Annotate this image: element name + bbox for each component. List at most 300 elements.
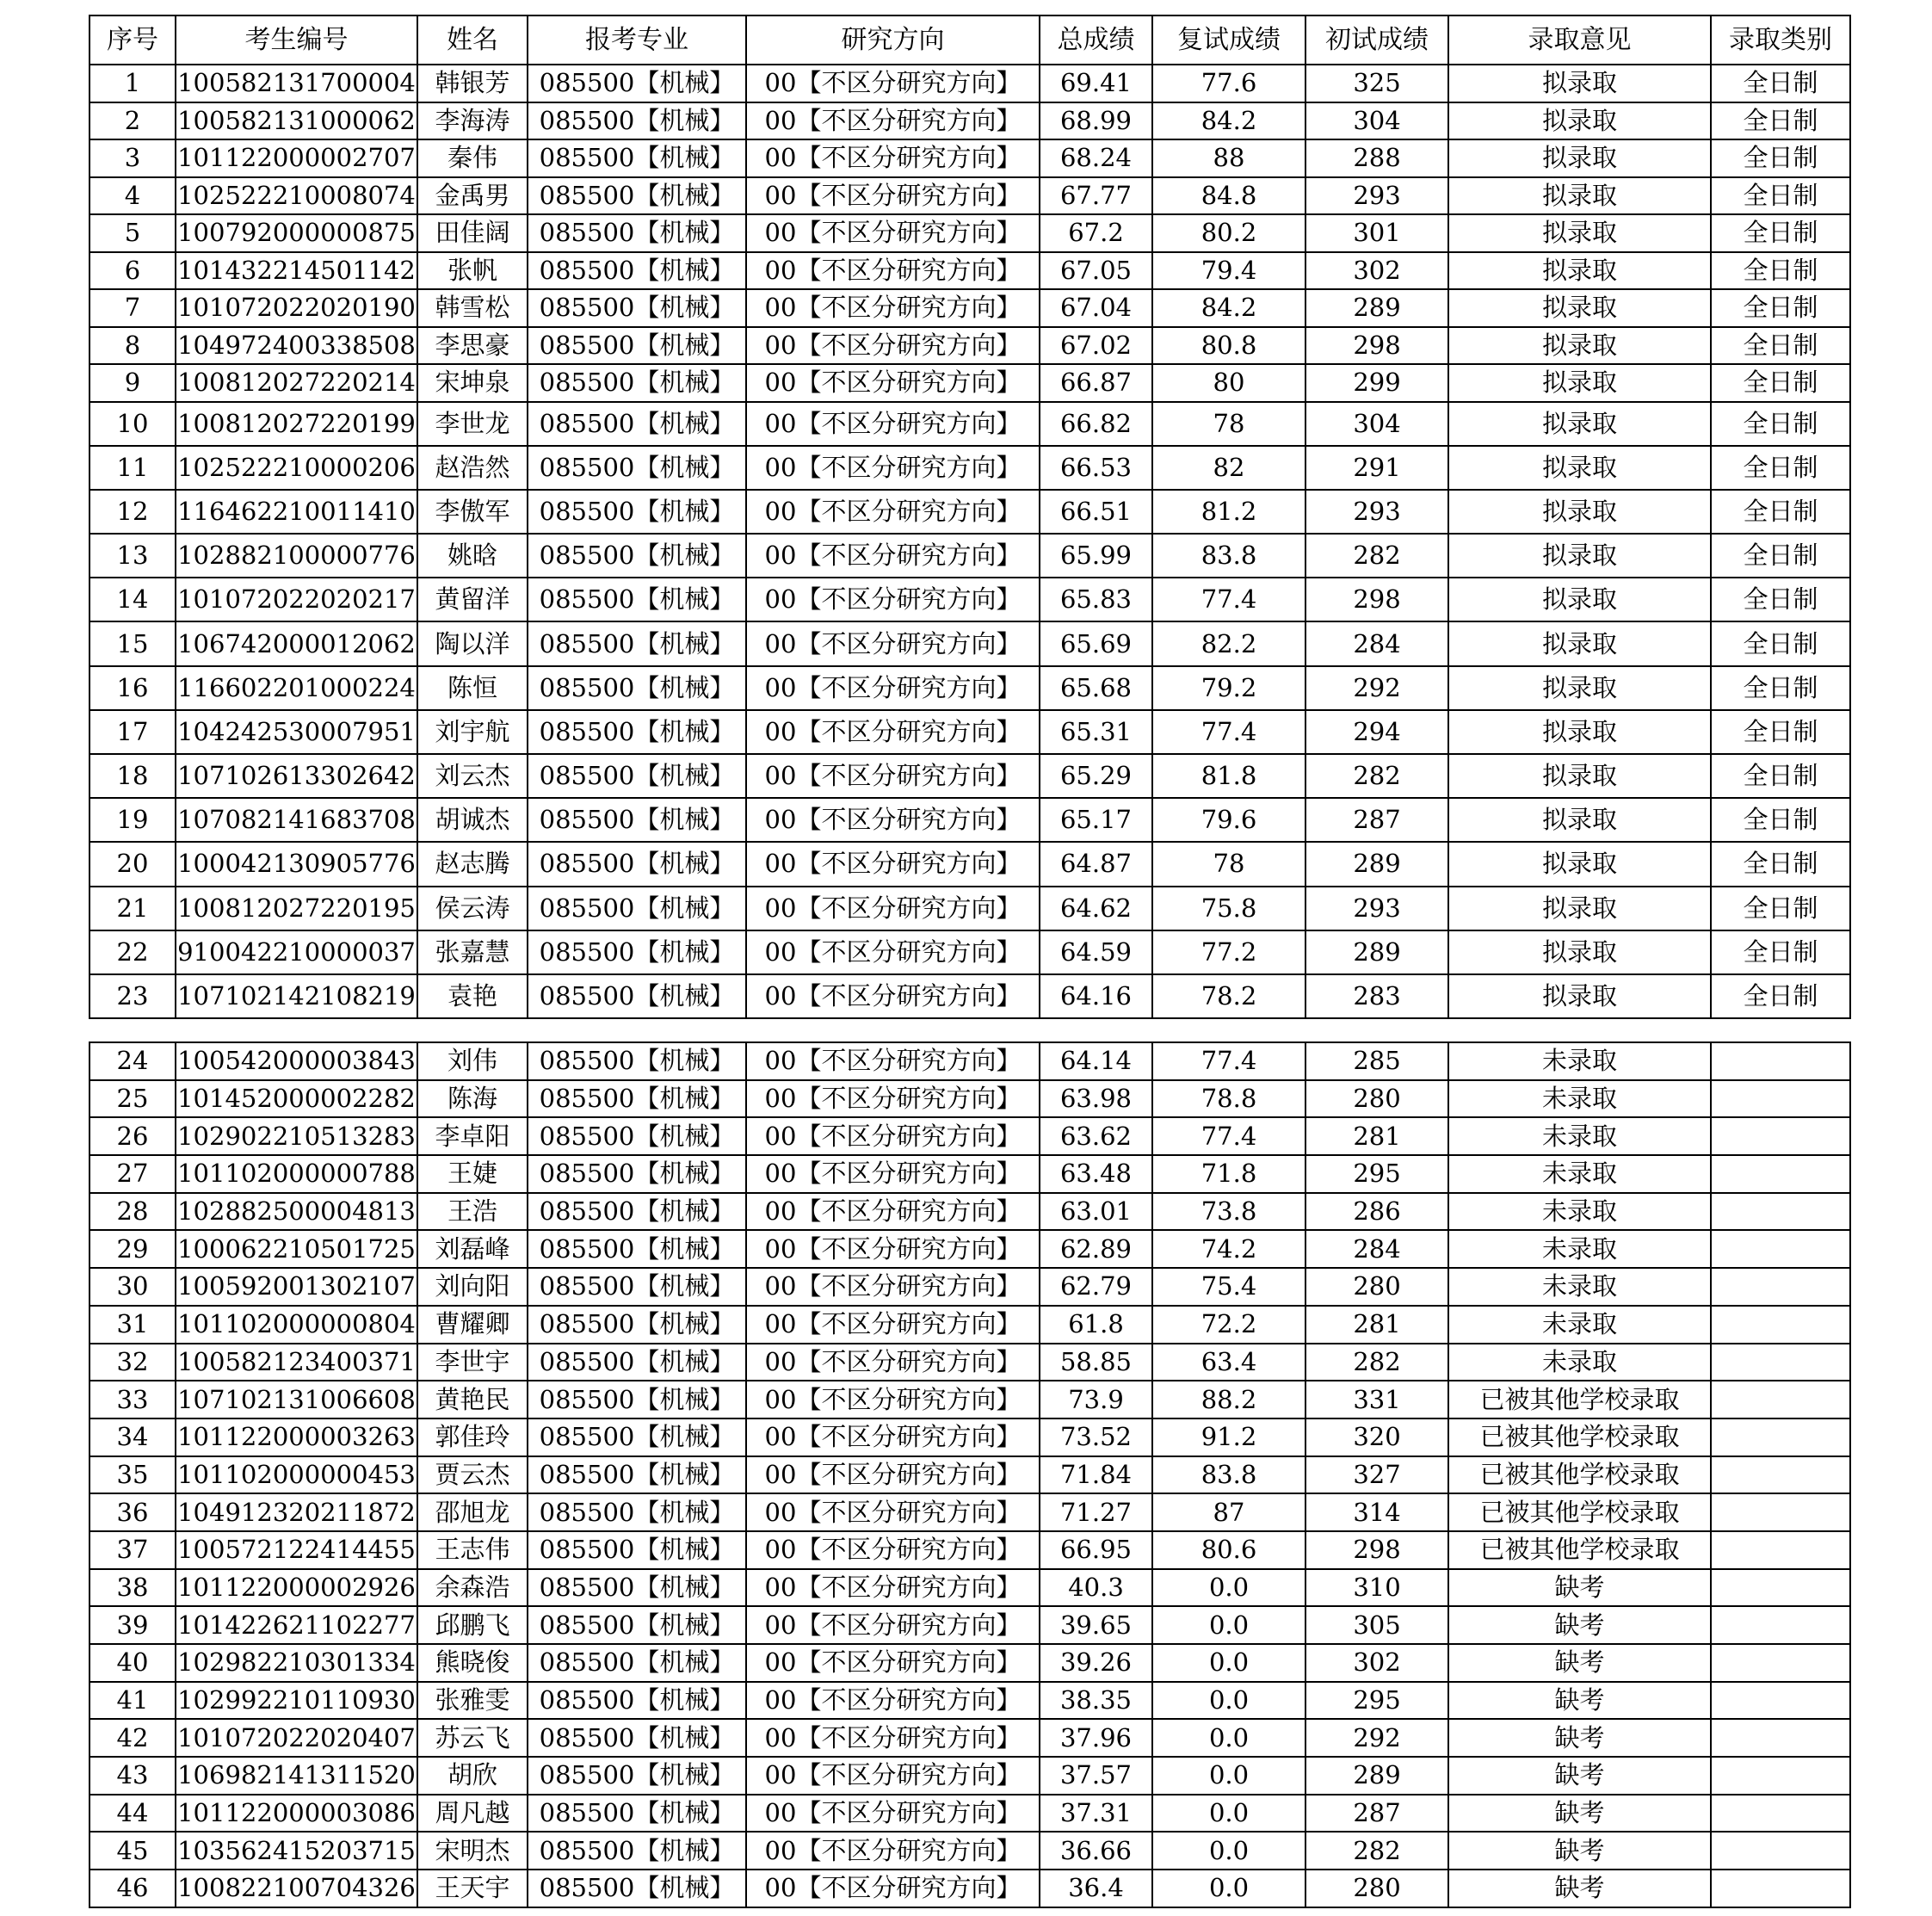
major-cell: 085500【机械】 xyxy=(528,1080,746,1118)
initial-score-cell: 314 xyxy=(1305,1493,1448,1531)
name-cell: 袁艳 xyxy=(417,974,528,1018)
direction-cell: 00【不区分研究方向】 xyxy=(746,102,1040,140)
initial-score-cell: 295 xyxy=(1305,1155,1448,1193)
candidate-id-cell: 107102142108219 xyxy=(176,974,417,1018)
total-score-cell: 61.8 xyxy=(1040,1306,1152,1344)
name-cell: 刘向阳 xyxy=(417,1268,528,1306)
name-cell: 张帆 xyxy=(417,252,528,290)
index-cell: 24 xyxy=(90,1042,176,1080)
direction-cell: 00【不区分研究方向】 xyxy=(746,364,1040,402)
initial-score-cell: 282 xyxy=(1305,1832,1448,1870)
direction-cell: 00【不区分研究方向】 xyxy=(746,754,1040,798)
decision-cell: 未录取 xyxy=(1448,1268,1711,1306)
index-cell: 26 xyxy=(90,1117,176,1155)
name-cell: 邵旭龙 xyxy=(417,1493,528,1531)
retest-score-cell: 78 xyxy=(1152,842,1305,886)
category-cell xyxy=(1711,1569,1850,1607)
name-cell: 赵志腾 xyxy=(417,842,528,886)
major-cell: 085500【机械】 xyxy=(528,798,746,842)
index-cell: 8 xyxy=(90,327,176,365)
index-cell: 30 xyxy=(90,1268,176,1306)
table-row xyxy=(90,327,1850,365)
retest-score-cell: 77.4 xyxy=(1152,710,1305,754)
decision-cell: 未录取 xyxy=(1448,1155,1711,1193)
table-row xyxy=(90,1193,1850,1231)
direction-cell: 00【不区分研究方向】 xyxy=(746,1606,1040,1644)
candidate-id-cell: 102522210000206 xyxy=(176,446,417,490)
retest-score-cell: 83.8 xyxy=(1152,1456,1305,1494)
category-cell: 全日制 xyxy=(1711,710,1850,754)
decision-cell: 拟录取 xyxy=(1448,621,1711,665)
direction-cell: 00【不区分研究方向】 xyxy=(746,1306,1040,1344)
category-cell xyxy=(1711,1644,1850,1682)
direction-cell: 00【不区分研究方向】 xyxy=(746,887,1040,930)
decision-cell: 缺考 xyxy=(1448,1832,1711,1870)
retest-score-cell: 79.6 xyxy=(1152,798,1305,842)
candidate-id-cell: 101122000003086 xyxy=(176,1795,417,1833)
category-cell: 全日制 xyxy=(1711,490,1850,534)
major-cell: 085500【机械】 xyxy=(528,289,746,327)
index-cell: 25 xyxy=(90,1080,176,1118)
retest-score-cell: 83.8 xyxy=(1152,534,1305,578)
category-cell xyxy=(1711,1381,1850,1418)
total-score-cell: 66.87 xyxy=(1040,364,1152,402)
major-cell: 085500【机械】 xyxy=(528,1493,746,1531)
table-row xyxy=(90,1644,1850,1682)
initial-score-cell: 302 xyxy=(1305,252,1448,290)
index-cell: 15 xyxy=(90,621,176,665)
total-score-cell: 67.04 xyxy=(1040,289,1152,327)
retest-score-cell: 80.6 xyxy=(1152,1531,1305,1569)
candidate-id-cell: 107082141683708 xyxy=(176,798,417,842)
index-cell: 35 xyxy=(90,1456,176,1494)
table-row xyxy=(90,621,1850,665)
initial-score-cell: 298 xyxy=(1305,327,1448,365)
category-cell: 全日制 xyxy=(1711,252,1850,290)
index-cell: 2 xyxy=(90,102,176,140)
name-cell: 陈恒 xyxy=(417,666,528,710)
candidate-id-cell: 100582123400371 xyxy=(176,1344,417,1381)
table-row xyxy=(90,842,1850,886)
index-cell: 33 xyxy=(90,1381,176,1418)
index-cell: 5 xyxy=(90,214,176,252)
candidate-id-cell: 116602201000224 xyxy=(176,666,417,710)
table-row xyxy=(90,289,1850,327)
candidate-id-cell: 106982141311520 xyxy=(176,1757,417,1795)
major-cell: 085500【机械】 xyxy=(528,887,746,930)
total-score-cell: 64.14 xyxy=(1040,1042,1152,1080)
table-row xyxy=(90,214,1850,252)
direction-cell: 00【不区分研究方向】 xyxy=(746,1381,1040,1418)
retest-score-cell: 0.0 xyxy=(1152,1644,1305,1682)
name-cell: 李世龙 xyxy=(417,402,528,446)
candidate-id-cell: 102982210301334 xyxy=(176,1644,417,1682)
category-cell xyxy=(1711,1719,1850,1757)
total-score-cell: 66.53 xyxy=(1040,446,1152,490)
total-score-cell: 69.41 xyxy=(1040,65,1152,102)
index-cell: 23 xyxy=(90,974,176,1018)
table-row xyxy=(90,1493,1850,1531)
decision-cell: 缺考 xyxy=(1448,1682,1711,1720)
name-cell: 王婕 xyxy=(417,1155,528,1193)
retest-score-cell: 81.8 xyxy=(1152,754,1305,798)
direction-cell: 00【不区分研究方向】 xyxy=(746,534,1040,578)
index-cell: 17 xyxy=(90,710,176,754)
table-row xyxy=(90,364,1850,402)
total-score-cell: 40.3 xyxy=(1040,1569,1152,1607)
candidate-id-cell: 100592001302107 xyxy=(176,1268,417,1306)
total-score-cell: 64.87 xyxy=(1040,842,1152,886)
name-cell: 张嘉慧 xyxy=(417,930,528,974)
retest-score-cell: 84.2 xyxy=(1152,289,1305,327)
index-cell: 11 xyxy=(90,446,176,490)
retest-score-cell: 82.2 xyxy=(1152,621,1305,665)
table-row xyxy=(90,177,1850,215)
candidate-id-cell: 102882500004813 xyxy=(176,1193,417,1231)
initial-score-cell: 283 xyxy=(1305,974,1448,1018)
total-score-cell: 65.83 xyxy=(1040,578,1152,621)
table-row xyxy=(90,65,1850,102)
index-cell: 45 xyxy=(90,1832,176,1870)
major-cell: 085500【机械】 xyxy=(528,1795,746,1833)
table-row xyxy=(90,1456,1850,1494)
category-cell xyxy=(1711,1606,1850,1644)
name-cell: 曹耀卿 xyxy=(417,1306,528,1344)
candidate-id-cell: 101072022020407 xyxy=(176,1719,417,1757)
candidate-id-cell: 100582131700004 xyxy=(176,65,417,102)
total-score-cell: 36.66 xyxy=(1040,1832,1152,1870)
major-cell: 085500【机械】 xyxy=(528,1268,746,1306)
other-candidates-table xyxy=(89,1041,1851,1908)
major-cell: 085500【机械】 xyxy=(528,534,746,578)
direction-cell: 00【不区分研究方向】 xyxy=(746,177,1040,215)
retest-score-cell: 79.2 xyxy=(1152,666,1305,710)
decision-cell: 拟录取 xyxy=(1448,710,1711,754)
direction-cell: 00【不区分研究方向】 xyxy=(746,1493,1040,1531)
index-cell: 4 xyxy=(90,177,176,215)
name-cell: 王天宇 xyxy=(417,1870,528,1907)
initial-score-cell: 285 xyxy=(1305,1042,1448,1080)
category-cell: 全日制 xyxy=(1711,930,1850,974)
initial-score-cell: 284 xyxy=(1305,1230,1448,1268)
decision-cell: 未录取 xyxy=(1448,1080,1711,1118)
retest-score-cell: 0.0 xyxy=(1152,1870,1305,1907)
col-header-total-score: 总成绩 xyxy=(1040,15,1152,65)
index-cell: 7 xyxy=(90,289,176,327)
total-score-cell: 68.24 xyxy=(1040,139,1152,177)
major-cell: 085500【机械】 xyxy=(528,1230,746,1268)
table-row xyxy=(90,887,1850,930)
total-score-cell: 65.68 xyxy=(1040,666,1152,710)
major-cell: 085500【机械】 xyxy=(528,252,746,290)
category-cell xyxy=(1711,1230,1850,1268)
retest-score-cell: 73.8 xyxy=(1152,1193,1305,1231)
candidate-id-cell: 101452000002282 xyxy=(176,1080,417,1118)
direction-cell: 00【不区分研究方向】 xyxy=(746,1268,1040,1306)
table-row xyxy=(90,1795,1850,1833)
retest-score-cell: 77.2 xyxy=(1152,930,1305,974)
index-cell: 9 xyxy=(90,364,176,402)
name-cell: 宋坤泉 xyxy=(417,364,528,402)
direction-cell: 00【不区分研究方向】 xyxy=(746,1719,1040,1757)
major-cell: 085500【机械】 xyxy=(528,139,746,177)
index-cell: 22 xyxy=(90,930,176,974)
initial-score-cell: 281 xyxy=(1305,1117,1448,1155)
col-header-direction: 研究方向 xyxy=(746,15,1040,65)
candidate-id-cell: 101072022020190 xyxy=(176,289,417,327)
major-cell: 085500【机械】 xyxy=(528,974,746,1018)
retest-score-cell: 72.2 xyxy=(1152,1306,1305,1344)
initial-score-cell: 286 xyxy=(1305,1193,1448,1231)
name-cell: 周凡越 xyxy=(417,1795,528,1833)
name-cell: 苏云飞 xyxy=(417,1719,528,1757)
direction-cell: 00【不区分研究方向】 xyxy=(746,666,1040,710)
initial-score-cell: 292 xyxy=(1305,1719,1448,1757)
total-score-cell: 63.98 xyxy=(1040,1080,1152,1118)
table-row xyxy=(90,1606,1850,1644)
decision-cell: 缺考 xyxy=(1448,1606,1711,1644)
index-cell: 18 xyxy=(90,754,176,798)
table-row xyxy=(90,1230,1850,1268)
index-cell: 10 xyxy=(90,402,176,446)
total-score-cell: 62.79 xyxy=(1040,1268,1152,1306)
retest-score-cell: 75.4 xyxy=(1152,1268,1305,1306)
major-cell: 085500【机械】 xyxy=(528,1531,746,1569)
candidate-id-cell: 101102000000453 xyxy=(176,1456,417,1494)
candidate-id-cell: 100822100704326 xyxy=(176,1870,417,1907)
total-score-cell: 65.69 xyxy=(1040,621,1152,665)
major-cell: 085500【机械】 xyxy=(528,1832,746,1870)
total-score-cell: 66.95 xyxy=(1040,1531,1152,1569)
initial-score-cell: 320 xyxy=(1305,1418,1448,1456)
index-cell: 6 xyxy=(90,252,176,290)
major-cell: 085500【机械】 xyxy=(528,930,746,974)
retest-score-cell: 79.4 xyxy=(1152,252,1305,290)
name-cell: 刘宇航 xyxy=(417,710,528,754)
initial-score-cell: 280 xyxy=(1305,1870,1448,1907)
category-cell xyxy=(1711,1080,1850,1118)
category-cell: 全日制 xyxy=(1711,974,1850,1018)
major-cell: 085500【机械】 xyxy=(528,578,746,621)
initial-score-cell: 281 xyxy=(1305,1306,1448,1344)
initial-score-cell: 289 xyxy=(1305,842,1448,886)
retest-score-cell: 88 xyxy=(1152,139,1305,177)
total-score-cell: 64.16 xyxy=(1040,974,1152,1018)
name-cell: 郭佳玲 xyxy=(417,1418,528,1456)
decision-cell: 未录取 xyxy=(1448,1344,1711,1381)
name-cell: 金禹男 xyxy=(417,177,528,215)
major-cell: 085500【机械】 xyxy=(528,1418,746,1456)
decision-cell: 缺考 xyxy=(1448,1569,1711,1607)
initial-score-cell: 280 xyxy=(1305,1268,1448,1306)
major-cell: 085500【机械】 xyxy=(528,1644,746,1682)
candidate-id-cell: 101072022020217 xyxy=(176,578,417,621)
candidate-id-cell: 107102131006608 xyxy=(176,1381,417,1418)
major-cell: 085500【机械】 xyxy=(528,1042,746,1080)
table-row xyxy=(90,1531,1850,1569)
decision-cell: 未录取 xyxy=(1448,1306,1711,1344)
direction-cell: 00【不区分研究方向】 xyxy=(746,214,1040,252)
candidate-id-cell: 100062210501725 xyxy=(176,1230,417,1268)
retest-score-cell: 0.0 xyxy=(1152,1757,1305,1795)
decision-cell: 未录取 xyxy=(1448,1193,1711,1231)
total-score-cell: 66.51 xyxy=(1040,490,1152,534)
major-cell: 085500【机械】 xyxy=(528,402,746,446)
table-row xyxy=(90,1569,1850,1607)
col-header-index: 序号 xyxy=(90,15,176,65)
candidate-id-cell: 104242530007951 xyxy=(176,710,417,754)
category-cell xyxy=(1711,1117,1850,1155)
table-row xyxy=(90,666,1850,710)
direction-cell: 00【不区分研究方向】 xyxy=(746,1418,1040,1456)
total-score-cell: 67.02 xyxy=(1040,327,1152,365)
name-cell: 李海涛 xyxy=(417,102,528,140)
direction-cell: 00【不区分研究方向】 xyxy=(746,402,1040,446)
initial-score-cell: 304 xyxy=(1305,102,1448,140)
table-row xyxy=(90,1381,1850,1418)
major-cell: 085500【机械】 xyxy=(528,327,746,365)
retest-score-cell: 77.4 xyxy=(1152,1042,1305,1080)
total-score-cell: 63.48 xyxy=(1040,1155,1152,1193)
direction-cell: 00【不区分研究方向】 xyxy=(746,974,1040,1018)
category-cell: 全日制 xyxy=(1711,666,1850,710)
candidate-id-cell: 116462210011410 xyxy=(176,490,417,534)
direction-cell: 00【不区分研究方向】 xyxy=(746,1682,1040,1720)
decision-cell: 缺考 xyxy=(1448,1644,1711,1682)
decision-cell: 未录取 xyxy=(1448,1117,1711,1155)
retest-score-cell: 80 xyxy=(1152,364,1305,402)
retest-score-cell: 77.4 xyxy=(1152,1117,1305,1155)
candidate-id-cell: 102992210110930 xyxy=(176,1682,417,1720)
total-score-cell: 65.17 xyxy=(1040,798,1152,842)
initial-score-cell: 282 xyxy=(1305,534,1448,578)
direction-cell: 00【不区分研究方向】 xyxy=(746,1644,1040,1682)
table-row xyxy=(90,578,1850,621)
retest-score-cell: 74.2 xyxy=(1152,1230,1305,1268)
major-cell: 085500【机械】 xyxy=(528,214,746,252)
direction-cell: 00【不区分研究方向】 xyxy=(746,578,1040,621)
decision-cell: 已被其他学校录取 xyxy=(1448,1456,1711,1494)
direction-cell: 00【不区分研究方向】 xyxy=(746,289,1040,327)
total-score-cell: 71.84 xyxy=(1040,1456,1152,1494)
category-cell: 全日制 xyxy=(1711,534,1850,578)
direction-cell: 00【不区分研究方向】 xyxy=(746,1230,1040,1268)
table-row xyxy=(90,1870,1850,1907)
retest-score-cell: 80.8 xyxy=(1152,327,1305,365)
category-cell xyxy=(1711,1832,1850,1870)
decision-cell: 拟录取 xyxy=(1448,578,1711,621)
col-header-decision: 录取意见 xyxy=(1448,15,1711,65)
major-cell: 085500【机械】 xyxy=(528,364,746,402)
name-cell: 黄艳民 xyxy=(417,1381,528,1418)
index-cell: 14 xyxy=(90,578,176,621)
category-cell: 全日制 xyxy=(1711,327,1850,365)
candidate-id-cell: 106742000012062 xyxy=(176,621,417,665)
decision-cell: 拟录取 xyxy=(1448,754,1711,798)
category-cell xyxy=(1711,1493,1850,1531)
index-cell: 16 xyxy=(90,666,176,710)
major-cell: 085500【机械】 xyxy=(528,490,746,534)
name-cell: 李卓阳 xyxy=(417,1117,528,1155)
retest-score-cell: 88.2 xyxy=(1152,1381,1305,1418)
direction-cell: 00【不区分研究方向】 xyxy=(746,1870,1040,1907)
total-score-cell: 73.9 xyxy=(1040,1381,1152,1418)
total-score-cell: 62.89 xyxy=(1040,1230,1152,1268)
decision-cell: 拟录取 xyxy=(1448,139,1711,177)
retest-score-cell: 81.2 xyxy=(1152,490,1305,534)
name-cell: 王浩 xyxy=(417,1193,528,1231)
category-cell: 全日制 xyxy=(1711,177,1850,215)
category-cell xyxy=(1711,1306,1850,1344)
decision-cell: 拟录取 xyxy=(1448,65,1711,102)
category-cell: 全日制 xyxy=(1711,214,1850,252)
major-cell: 085500【机械】 xyxy=(528,1719,746,1757)
initial-score-cell: 293 xyxy=(1305,490,1448,534)
decision-cell: 已被其他学校录取 xyxy=(1448,1418,1711,1456)
direction-cell: 00【不区分研究方向】 xyxy=(746,930,1040,974)
col-header-name: 姓名 xyxy=(417,15,528,65)
major-cell: 085500【机械】 xyxy=(528,177,746,215)
major-cell: 085500【机械】 xyxy=(528,1193,746,1231)
initial-score-cell: 282 xyxy=(1305,1344,1448,1381)
major-cell: 085500【机械】 xyxy=(528,1757,746,1795)
major-cell: 085500【机械】 xyxy=(528,1569,746,1607)
index-cell: 28 xyxy=(90,1193,176,1231)
initial-score-cell: 295 xyxy=(1305,1682,1448,1720)
col-header-initial-score: 初试成绩 xyxy=(1305,15,1448,65)
direction-cell: 00【不区分研究方向】 xyxy=(746,1155,1040,1193)
direction-cell: 00【不区分研究方向】 xyxy=(746,710,1040,754)
candidate-id-cell: 100792000000875 xyxy=(176,214,417,252)
decision-cell: 拟录取 xyxy=(1448,666,1711,710)
initial-score-cell: 292 xyxy=(1305,666,1448,710)
direction-cell: 00【不区分研究方向】 xyxy=(746,621,1040,665)
table-row xyxy=(90,1080,1850,1118)
major-cell: 085500【机械】 xyxy=(528,1155,746,1193)
retest-score-cell: 84.8 xyxy=(1152,177,1305,215)
retest-score-cell: 0.0 xyxy=(1152,1569,1305,1607)
name-cell: 韩银芳 xyxy=(417,65,528,102)
candidate-id-cell: 100572122414455 xyxy=(176,1531,417,1569)
major-cell: 085500【机械】 xyxy=(528,666,746,710)
direction-cell: 00【不区分研究方向】 xyxy=(746,798,1040,842)
category-cell: 全日制 xyxy=(1711,446,1850,490)
candidate-id-cell: 104912320211872 xyxy=(176,1493,417,1531)
retest-score-cell: 0.0 xyxy=(1152,1606,1305,1644)
index-cell: 39 xyxy=(90,1606,176,1644)
retest-score-cell: 80.2 xyxy=(1152,214,1305,252)
direction-cell: 00【不区分研究方向】 xyxy=(746,327,1040,365)
decision-cell: 已被其他学校录取 xyxy=(1448,1531,1711,1569)
major-cell: 085500【机械】 xyxy=(528,1306,746,1344)
name-cell: 胡欣 xyxy=(417,1757,528,1795)
initial-score-cell: 289 xyxy=(1305,930,1448,974)
name-cell: 邱鹏飞 xyxy=(417,1606,528,1644)
index-cell: 12 xyxy=(90,490,176,534)
decision-cell: 拟录取 xyxy=(1448,402,1711,446)
total-score-cell: 39.26 xyxy=(1040,1644,1152,1682)
candidate-id-cell: 101432214501142 xyxy=(176,252,417,290)
major-cell: 085500【机械】 xyxy=(528,621,746,665)
index-cell: 41 xyxy=(90,1682,176,1720)
table-row xyxy=(90,1155,1850,1193)
retest-score-cell: 0.0 xyxy=(1152,1795,1305,1833)
category-cell xyxy=(1711,1155,1850,1193)
candidate-id-cell: 102902210513283 xyxy=(176,1117,417,1155)
decision-cell: 拟录取 xyxy=(1448,930,1711,974)
table-row xyxy=(90,1757,1850,1795)
direction-cell: 00【不区分研究方向】 xyxy=(746,65,1040,102)
